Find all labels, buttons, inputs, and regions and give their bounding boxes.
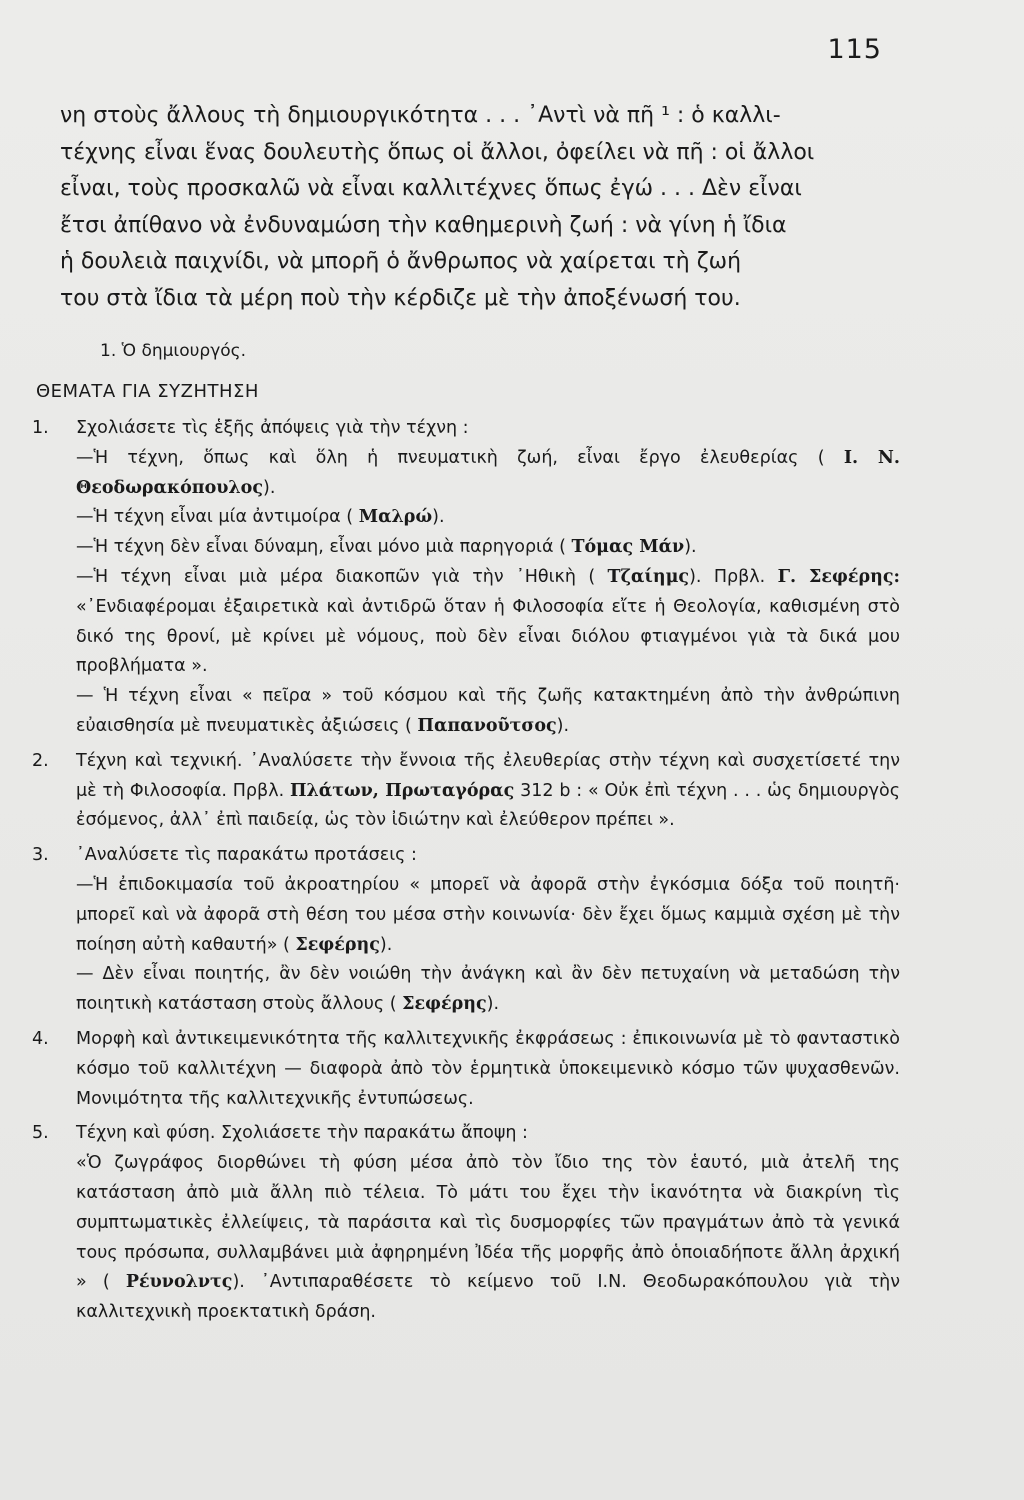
footnote: 1. Ὁ δημιουργός. <box>100 341 247 361</box>
topic-number: 2. <box>32 750 49 771</box>
page-number: 115 <box>827 34 882 65</box>
topic-quote <box>76 503 900 533</box>
quote-author: Ρέυνολντς <box>125 1272 233 1293</box>
topic-number: 5. <box>32 1123 49 1144</box>
intro-paragraph <box>60 98 900 317</box>
quote-text: ). <box>556 715 570 736</box>
quote-text: ). <box>684 537 697 558</box>
section-heading: ΘΕΜΑΤΑ ΓΙΑ ΣΥΖΗΤΗΣΗ <box>36 381 259 402</box>
intro-line: τέχνης εἶναι ἕνας δουλευτὴς ὅπως οἱ ἄλλοι, ὀφείλει νὰ πῆ : οἱ ἄλλοι <box>60 139 815 165</box>
quote-text: ). <box>432 507 445 528</box>
quote-text: ). <box>379 934 393 955</box>
topic-item <box>32 414 900 742</box>
topic-body <box>76 1119 900 1328</box>
quote-text: —Ἡ τέχνη εἶναι μία ἀντιμοίρα ( <box>76 507 354 528</box>
intro-line: ἡ δουλειὰ παιχνίδι, νὰ μπορῆ ὁ ἄνθρωπος νὰ χαίρεται τὴ ζωή <box>60 249 742 274</box>
topic-body <box>76 841 900 1020</box>
topic-paragraph: Μορφὴ καὶ ἀντικειμενικότητα τῆς καλλιτεχνικῆς ἐκφράσεως : ἐπικοινωνία μὲ τὸ φανταστικὸ κόσμο τοῦ καλλιτέχνη — διαφορὰ ἀπὸ τὸν ἑρμητικὰ ὑποκειμενικὸ κόσμο τῶν ψυχασθενῶν. Μονιμότητα τῆς καλλιτεχνικῆς ἐντυπώσεως. <box>76 1028 900 1109</box>
intro-line: του στὰ ἴδια τὰ μέρη ποὺ τὴν κέρδιζε μὲ τὴν ἀποξένωσή του. <box>60 285 741 311</box>
topic-paragraph: ᾿Αναλύσετε τὶς παρακάτω προτάσεις : <box>76 845 417 866</box>
topic-number: 4. <box>32 1028 49 1049</box>
topics-list <box>32 414 900 1333</box>
topic-quote <box>76 444 900 504</box>
quote-text: 312 b : « Οὐκ ἐπὶ τέχνη . . . ὡς δημιουργὸς ἐσόμενος, ἀλλ᾿ ἐπὶ παιδείᾳ, ὡς τὸν ἰδιώτην καὶ ἐλεύθερον πρέπει ». <box>76 780 900 831</box>
topic-item <box>32 841 900 1020</box>
quote-text: —Ἡ τέχνη εἶναι μιὰ μέρα διακοπῶν γιὰ τὴν ᾿Ηθικὴ ( <box>76 566 596 587</box>
quote-text: —Ἡ ἐπιδοκιμασία τοῦ ἀκροατηρίου « μπορεῖ νὰ ἀφορᾶ στὴν ἐγκόσμια δόξα τοῦ ποιητῆ· μπορεῖ καὶ νὰ ἀφορᾶ στὴ θέση του μέσα στὴν κοινωνία· δὲν ἔχει ὅμως καμμιὰ σχέση μὲ τὴν ποίηση αὐτὴ καθαυτή» ( <box>76 874 900 955</box>
topic-paragraph: Τέχνη καὶ φύση. Σχολιάσετε τὴν παρακάτω ἄποψη : <box>76 1123 528 1144</box>
topic-number: 3. <box>32 845 49 866</box>
quote-text: «Ὁ ζωγράφος διορθώνει τὴ φύση μέσα ἀπὸ τὸν ἴδιο της τὸν ἑαυτό, μιὰ ἀτελῆ της κατάσταση ἀπὸ μιὰ ἄλλη πιὸ τέλεια. Τὸ μάτι του ἔχει τὴν ἱκανότητα νὰ διακρίνη τὶς συμπτωματικὲς ἐλλείψεις, τὰ παράσιτα καὶ τὶς δυσμορφίες τῶν πραγμάτων ἀπὸ τὰ γενικά τους πρόσωπα, συλλαμβάνει μιὰ ἀφηρημένη Ἰδέα τῆς μορφῆς ἀπὸ ὁποιαδήποτε ἄλλη ἀρχική » ( <box>76 1153 900 1293</box>
topic-body <box>76 1025 900 1114</box>
intro-line: ἔτσι ἀπίθανο νὰ ἐνδυναμώση τὴν καθημερινὴ ζωή : νὰ γίνη ἡ ἴδια <box>60 212 787 238</box>
topic-quote <box>76 1149 900 1328</box>
topic-paragraph: Σχολιάσετε τὶς ἑξῆς ἀπόψεις γιὰ τὴν τέχνη : <box>76 418 469 438</box>
quote-text: Τέχνη καὶ τεχνική. ᾿Αναλύσετε τὴν ἔννοια τῆς ἐλευθερίας στὴν τέχνη καὶ συσχετίσετέ την μὲ τὴ Φιλοσοφία. Πρβλ. <box>76 750 900 801</box>
intro-line: νη στοὺς ἄλλους τὴ δημιουργικότητα . . . ᾿Αντὶ νὰ πῆ ¹ : ὁ καλλι- <box>60 103 781 128</box>
topic-quote <box>76 682 900 742</box>
topic-item <box>32 1119 900 1328</box>
quote-author: Τζαίημς <box>607 566 690 587</box>
intro-line: εἶναι, τοὺς προσκαλῶ νὰ εἶναι καλλιτέχνες ὅπως ἐγώ . . . Δὲν εἶναι <box>60 176 802 201</box>
topic-item <box>32 1025 900 1114</box>
topic-body <box>76 414 900 742</box>
quote-text: ). Πρβλ. <box>689 566 766 587</box>
quote-author: Τόμας Μάν <box>571 537 685 558</box>
topic-body <box>76 747 900 836</box>
quote-author: Πλάτων, Πρωταγόρας <box>289 780 515 801</box>
quote-text: —Ἡ τέχνη δὲν εἶναι δύναμη, εἶναι μόνο μιὰ παρηγοριά ( <box>76 537 566 558</box>
quote-author: Μαλρώ <box>358 507 433 528</box>
topic-paragraph <box>76 747 900 836</box>
topic-quote <box>76 960 900 1020</box>
quote-text: — Δὲν εἶναι ποιητής, ἂν δὲν νοιώθη τὴν ἀνάγκη καὶ ἂν δὲν πετυχαίνη νὰ μεταδώση τὴν ποιητικὴ κατάσταση στοὺς ἄλλους ( <box>76 964 900 1015</box>
quote-author: Ι. Ν. Θεοδωρακόπουλος <box>76 447 900 498</box>
topic-quote <box>76 533 900 563</box>
quote-author: Σεφέρης <box>402 994 487 1015</box>
quote-author: Παπανοῦτσος <box>417 715 557 736</box>
quote-author: Σεφέρης <box>295 934 380 955</box>
topic-item <box>32 747 900 836</box>
topic-quote <box>76 871 900 960</box>
topic-number: 1. <box>32 418 49 438</box>
quote-author: Γ. Σεφέρης: <box>777 566 900 587</box>
quote-text: ). <box>486 994 500 1015</box>
quote-text: ). ᾿Αντιπαραθέσετε τὸ κείμενο τοῦ Ι.Ν. Θεοδωρακόπουλου γιὰ τὴν καλλιτεχνικὴ προεκτατικὴ δράση. <box>76 1272 900 1323</box>
topic-quote <box>76 563 900 682</box>
quote-text: ). <box>263 477 276 498</box>
quote-text: —Ἡ τέχνη, ὅπως καὶ ὅλη ἡ πνευματικὴ ζωή, εἶναι ἔργο ἐλευθερίας ( <box>76 447 825 468</box>
quote-text: «᾿Ενδιαφέρομαι ἐξαιρετικὰ καὶ ἀντιδρῶ ὅταν ἡ Φιλοσοφία εἴτε ἡ Θεολογία, καθισμένη στὸ δικό της θρονί, μὲ κρίνει μὲ νόμους, ποὺ δὲν εἶναι διόλου φτιαγμένοι γιὰ τὰ δικά μου προβλήματα ». <box>76 596 900 677</box>
quote-text: — Ἡ τέχνη εἶναι « πεῖρα » τοῦ κόσμου καὶ τῆς ζωῆς κατακτημένη ἀπὸ τὴν ἀνθρώπινη εὐαισθησία μὲ πνευματικὲς ἀξιώσεις ( <box>76 686 900 736</box>
